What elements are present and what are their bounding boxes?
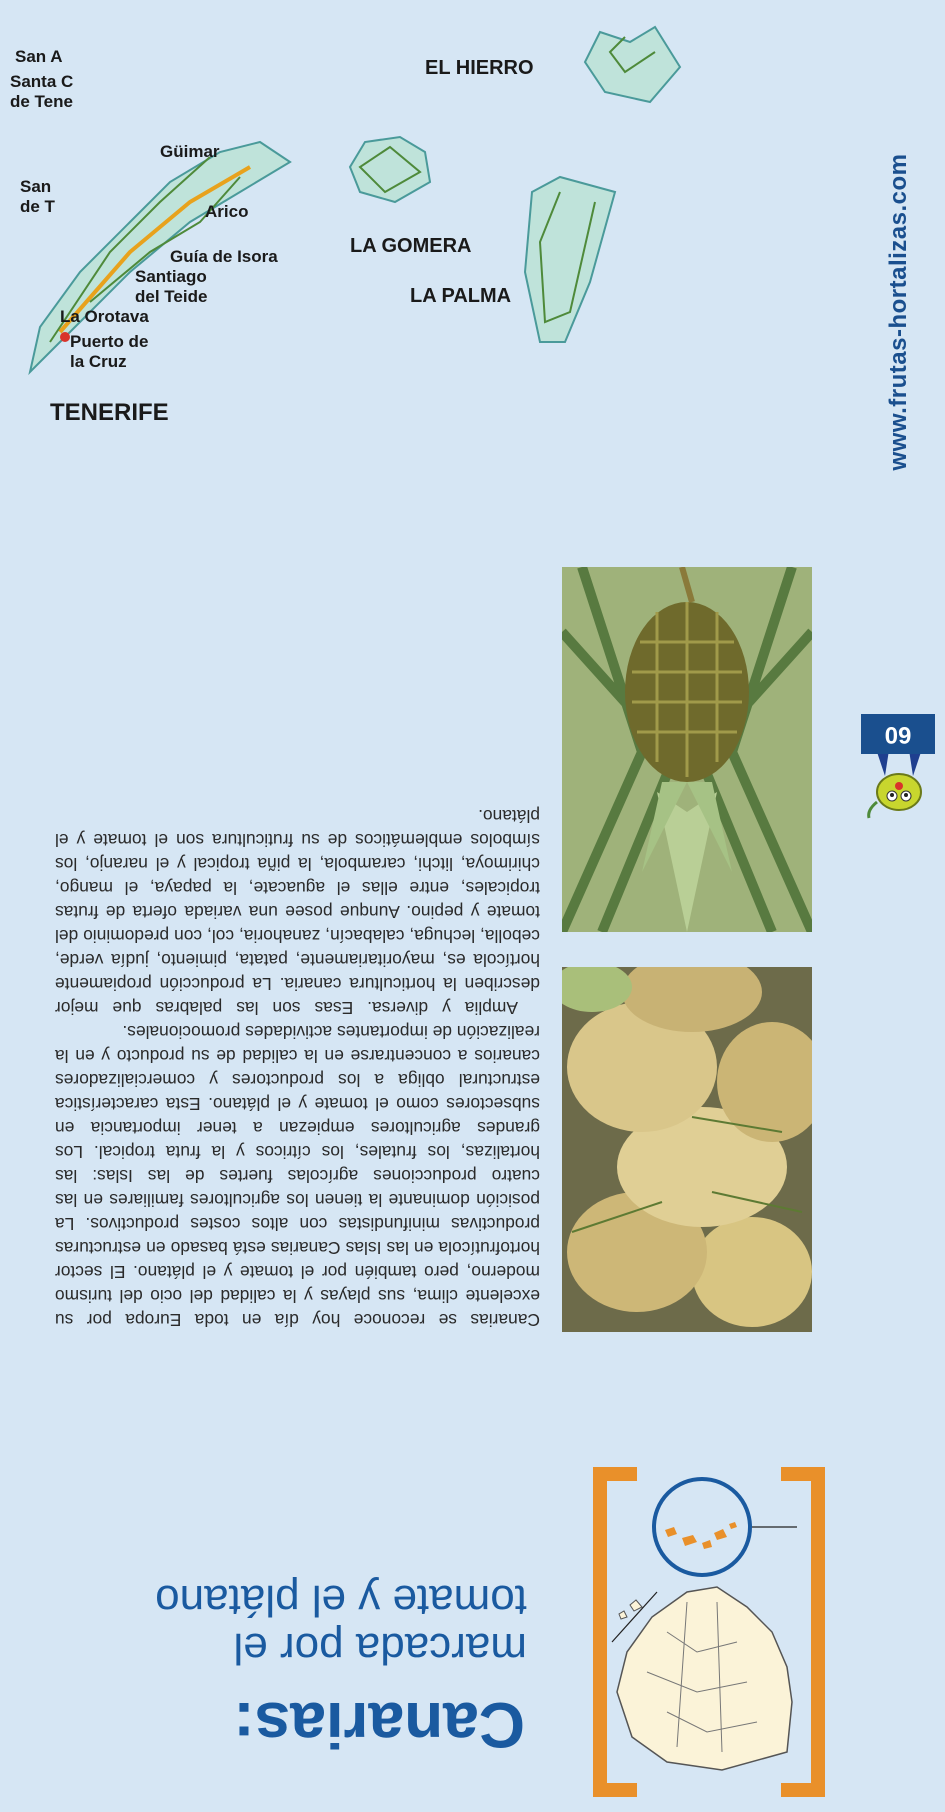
town-guia-de-isora: Guía de Isora (170, 247, 278, 266)
paragraph-1: Canarias se reconoce hoy día en toda Europa por su excelente clima, sus playas y la calidad del ocio del turismo moderno, pero también por el tomate y el plátano. El sector hortofrutícola en las Islas Canarias está basado en estructuras productivas minifundistas con altos costes productivos. La posición dominante la tienen los agricultores familiares en las cuatro producciones agrícolas fuertes de las Islas: las hortalizas, los frutales, los cítricos y la fruta tropical. Los grandes agricultores empiezan a tener importancia en subsectores como el tomate y el plátano. Esta característica estructural obliga a los productores y comercializadores canarios a concentrarse en la calidad de su producto y en la realización de importantes actividades promocionales. (55, 1022, 540, 1330)
town-santiago-line2: del Teide (135, 287, 208, 306)
potatoes-photo (562, 967, 812, 1332)
island-label-la-gomera: LA GOMERA (350, 235, 472, 257)
island-label-el-hierro: EL HIERRO (425, 57, 534, 79)
body-text (55, 804, 540, 1332)
town-puerto-line1: Puerto de (70, 332, 149, 351)
islands-map (0, 0, 850, 522)
town-san-a: San A (15, 47, 63, 66)
town-guimar: Güimar (160, 142, 220, 161)
pineapple-photo (562, 567, 812, 932)
island-label-la-palma: LA PALMA (410, 285, 512, 307)
town-santa-cruz-line1: Santa C (10, 72, 74, 91)
spain-locator-map (601, 1467, 817, 1792)
sidebar (850, 0, 945, 1812)
page-subtitle: marcada por el tomate y el plátano (155, 1576, 527, 1673)
page-number-box (861, 714, 935, 754)
page-number: 60 (884, 721, 912, 748)
town-puerto-line2: la Cruz (70, 352, 127, 371)
page-title: Canarias: (233, 1689, 525, 1761)
website-url: www.frutas-hortalizas.com (885, 153, 912, 471)
town-arico: Arico (205, 202, 249, 221)
town-santa-cruz-line2: de Tene (10, 92, 73, 111)
paragraph-2: Amplia y diversa. Esas son las palabras que mejor describen la horticultura canaria. La producción propiamente hortícola es, mayoritariamente, patata, pimiento, judía verde, cebolla, lechuga, calabacín, zanahoria, col, con predominio del tomate y pepino. Aunque posee una variada oferta de frutas tropicales, entre ellas el aguacate, la papaya, el mango, chirimoya, litchi, carambola, la piña tropical y el naranjo, los símbolos emblemáticos de su fruticultura son el tomate y el plátano. (55, 806, 540, 1018)
website-wrap (873, 132, 925, 492)
town-san-t-line1: San (20, 177, 52, 196)
town-san-t-line2: de T (20, 197, 55, 216)
town-la-orotava: La Orotava (60, 307, 149, 326)
town-santiago-line1: Santiago (135, 267, 207, 286)
island-label-tenerife: TENERIFE (50, 399, 169, 426)
